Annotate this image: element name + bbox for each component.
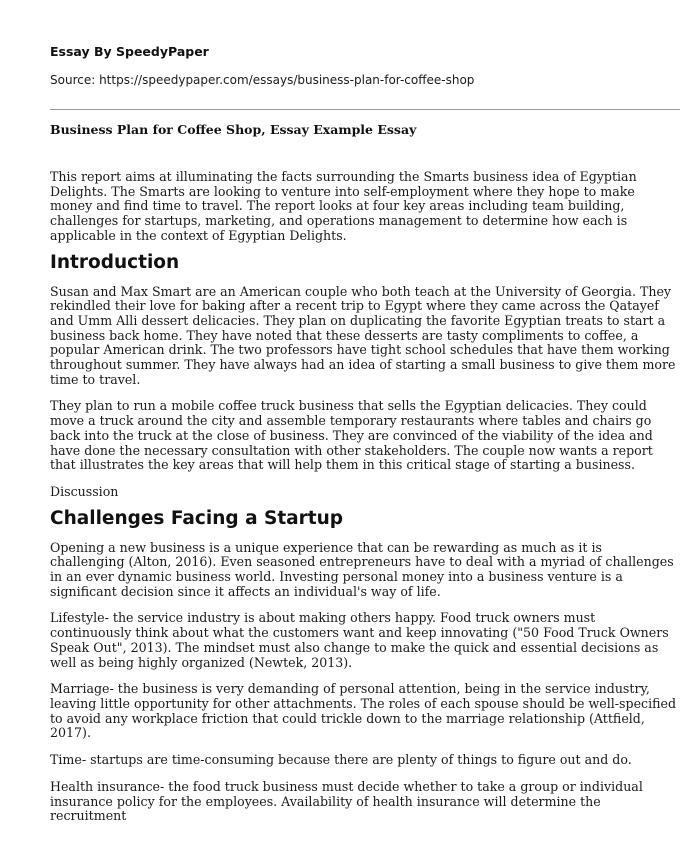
source-line: Source: https://speedypaper.com/essays/business-plan-for-coffee-shop <box>50 73 475 87</box>
document-body <box>50 170 680 836</box>
challenges-paragraph-2: Lifestyle- the service industry is about making others happy. Food truck owners must continuously think about what the customers want and keep innovating ("50 Food Truck Owners Speak Out", 2013). The mindset must also change to make the quick and essential decisions as well as being highly organized (Newtek, 2013). <box>50 610 669 670</box>
brand-label: Essay By SpeedyPaper <box>50 44 209 59</box>
introduction-heading: Introduction <box>50 251 180 273</box>
challenges-heading: Challenges Facing a Startup <box>50 507 344 529</box>
intro-paragraph-1: Susan and Max Smart are an American couple who both teach at the University of Georgia. They rekindled their love for baking after a recent trip to Egypt where they came across the Qatayef and Umm Alli dessert delicacies. They plan on duplicating the favorite Egyptian treats to start a business back home. They have noted that these desserts are tasty compliments to coffee, a popular American drink. The two professors have tight school schedules that have them working throughout summer. They have always had an idea of starting a small business to give them more time to travel. <box>50 283 676 387</box>
challenges-paragraph-5: Health insurance- the food truck business must decide whether to take a group or individual insurance policy for the employees. Availability of health insurance will determine the recruitment <box>50 778 643 824</box>
document-title: Business Plan for Coffee Shop, Essay Example Essay <box>50 122 417 137</box>
challenges-paragraph-3: Marriage- the business is very demanding of personal attention, being in the service industry, leaving little opportunity for other attachments. The roles of each spouse should be well-specified to avoid any workplace friction that could trickle down to the marriage relationship (Attfield, 2017). <box>50 681 677 741</box>
intro-paragraph-2: They plan to run a mobile coffee truck business that sells the Egyptian delicacies. They could move a truck around the city and assemble temporary restaurants where tables and chairs go back into the truck at the close of business. They are convinced of the viability of the idea and have done the necessary consultation with other stakeholders. The couple now wants a report that illustrates the key areas that will help them in this critical stage of starting a business. <box>50 398 653 473</box>
challenges-paragraph-4: Time- startups are time-consuming because there are plenty of things to figure out and do. <box>50 752 632 768</box>
header-divider <box>50 109 680 110</box>
challenges-paragraph-1: Opening a new business is a unique experience that can be rewarding as much as it is challenging (Alton, 2016). Even seasoned entrepreneurs have to deal with a myriad of challenges in an ever dynamic business world. Investing personal money into a business venture is a significant decision since it affects an individual's way of life. <box>50 539 674 599</box>
abstract-paragraph: This report aims at illuminating the facts surrounding the Smarts business idea of Egyptian Delights. The Smarts are looking to venture into self-employment where they hope to make money and find time to travel. The report looks at four key areas including team building, challenges for startups, marketing, and operations management to determine how each is applicable in the context of Egyptian Delights. <box>50 169 637 243</box>
discussion-label: Discussion <box>50 483 119 499</box>
